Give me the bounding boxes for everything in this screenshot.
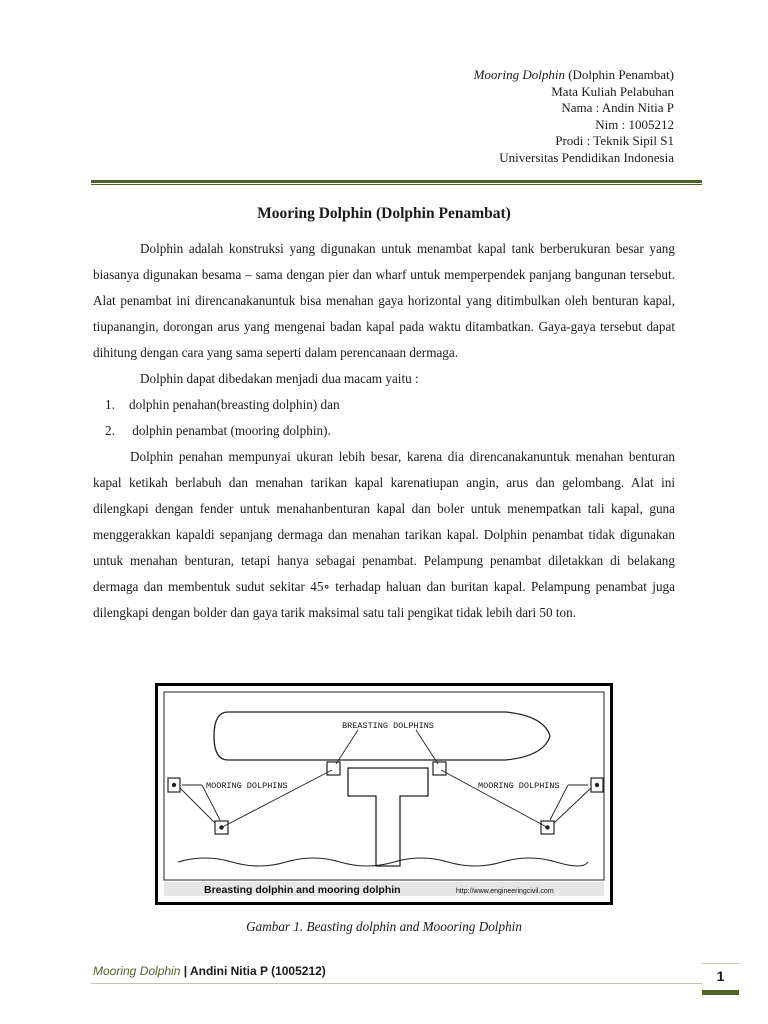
list-item: 2. dolphin penambat (mooring dolphin). [105,423,331,438]
breasting-dolphin-left [327,762,340,775]
header-course: Mata Kuliah Pelabuhan [551,83,674,99]
page-number-box [702,963,739,997]
paragraph-breasting: Dolphin penahan mempunyai ukuran lebih besar, karena dia direncanakanuntuk menahan benturan kapal ketikah berlabuh dan menahan tarikan kapal karenatiupan angin, arus dan gelombang. Alat ini dilengkapi dengan fender untuk menahanbenturan kapal dan boler untuk menempatkan tali kapal, guna menggerakkan kapaldi sepanjang dermaga dan menahan tarikan kapal. Dolphin penambat tidak digunakan untuk menahan benturan, tetapi hanya sebagai penambat. Pelampung penambat diletakkan di belakang dermaga dan membentuk sudut sekitar 45∘ terhadap haluan dan buritan kapal. Pelampung penambat juga dilengkapi dengan bolder dan gaya tarik maksimal satu tali pengikat tidak lebih dari 50 ton. [93,449,675,620]
header-title-rest: (Dolphin Penambat) [564,67,674,82]
document-header [474,67,674,167]
breasting-dolphin-right [433,762,446,775]
label-mooring-dolphins-right: MOORING DOLPHINS [478,781,560,791]
figure-caption: Gambar 1. Beasting dolphin and Moooring Dolphin [246,919,522,934]
header-nim: Nim : 1005212 [595,116,674,132]
paragraph-intro: Dolphin adalah konstruksi yang digunakan untuk menambat kapal tank berberukuran besar yang biasanya digunakan besama – sama dengan pier dan wharf untuk memperpendek panjang bangunan tersebut. Alat penambat ini direncanakanuntuk bisa menahan gaya horizontal yang ditimbulkan oleh benturan kapal, tiupanangin, dorongan arus yang mengenai badan kapal pada waktu ditambatkan. Gaya-gaya tersebut dapat dihitung dengan cara yang sama seperti dalam perencanaan dermaga. [93,241,675,360]
diagram-banner-title: Breasting dolphin and mooring dolphin [204,884,401,896]
header-university: Universitas Pendidikan Indonesia [499,149,674,165]
header-title-italic: Mooring Dolphin [473,67,565,82]
header-title [474,67,674,84]
label-breasting-dolphins: BREASTING DOLPHINS [342,721,434,731]
paragraph-types: Dolphin dapat dibedakan menjadi dua macam yaitu : [140,371,419,386]
header-prodi: Prodi : Teknik Sipil S1 [555,133,674,149]
list-item: 1. dolphin penahan(breasting dolphin) dan [105,397,340,412]
diagram-source-url: http://www.engineeringcivil.com [456,888,554,895]
footer-author: | Andini Nitia P (1005212) [180,964,326,978]
label-mooring-dolphins-left: MOORING DOLPHINS [206,781,288,791]
document-title: Mooring Dolphin (Dolphin Penambat) [257,205,511,222]
dolphin-type-list [93,392,675,444]
header-name: Nama : Andin Nitia P [561,100,674,116]
page-footer [93,964,326,978]
header-divider [91,180,702,185]
document-body [93,236,675,626]
footer-divider [91,983,702,984]
footer-doc-name: Mooring Dolphin [93,964,181,978]
dolphin-diagram [155,683,613,905]
page-number: 1 [716,968,725,984]
